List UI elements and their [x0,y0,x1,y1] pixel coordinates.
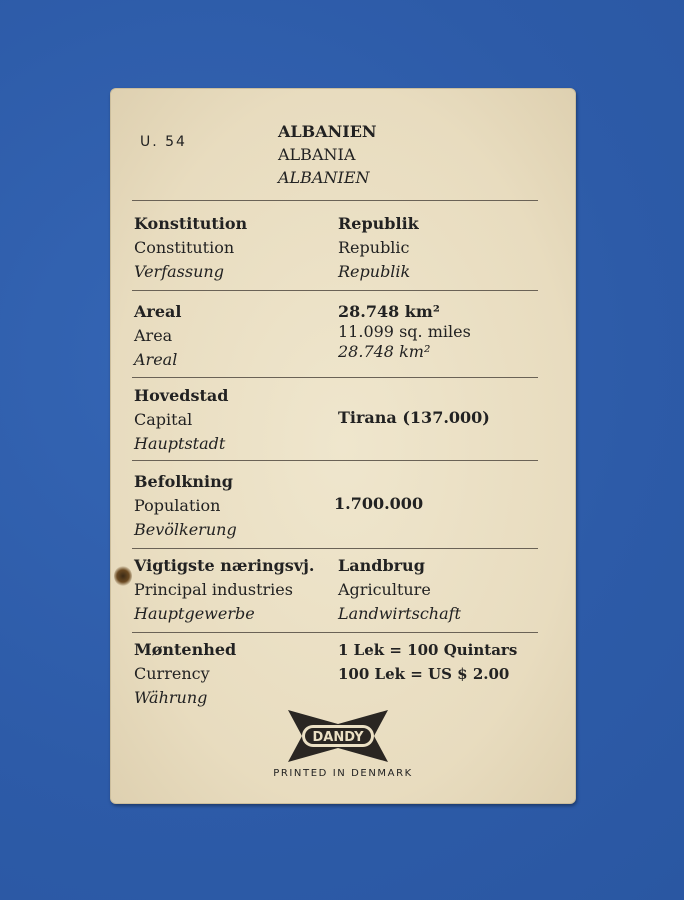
title-german: ALBANIEN [278,168,370,187]
country-title [278,120,377,189]
divider [132,200,538,201]
label-english: Area [134,326,173,345]
currency-value-1: 1 Lek = 100 Quintars [338,641,518,659]
value-danish: Republik [338,214,419,233]
label-english: Constitution [134,238,235,257]
dandy-logo [288,710,388,762]
title-danish: ALBANIEN [278,122,377,141]
logo-text: DANDY [312,730,364,745]
title-english: ALBANIA [278,145,356,164]
capital-value: Tirana (137.000) [338,408,490,427]
label-danish: Areal [134,302,182,321]
divider [132,460,538,461]
currency-value-2: 100 Lek = US $ 2.00 [338,665,510,683]
label-danish: Vigtigste næringsvj. [134,556,315,575]
trading-card [110,88,576,804]
value-english: Agriculture [338,580,431,599]
label-german: Bevölkerung [134,520,237,539]
divider [132,290,538,291]
value-english: Republic [338,238,410,257]
label-danish: Befolkning [134,472,233,491]
label-german: Verfassung [134,262,224,281]
value-danish: Landbrug [338,556,425,575]
value-german: Republik [338,262,411,281]
label-danish: Møntenhed [134,640,237,659]
divider [132,632,538,633]
divider [132,377,538,378]
label-danish: Konstitution [134,214,248,233]
value-german: Landwirtschaft [338,604,461,623]
label-german: Hauptgewerbe [134,604,255,623]
label-english: Population [134,496,221,515]
label-english: Principal industries [134,580,293,599]
value-english: 11.099 sq. miles [338,322,471,341]
value-danish: 28.748 km² [338,302,440,321]
value-german: 28.748 km² [338,342,431,361]
label-english: Currency [134,664,210,683]
divider [132,548,538,549]
label-english: Capital [134,410,193,429]
ink-stain [114,566,132,586]
label-german: Währung [134,688,208,707]
population-value: 1.700.000 [334,494,424,513]
printed-in-denmark: PRINTED IN DENMARK [273,768,413,779]
label-german: Areal [134,350,178,369]
label-danish: Hovedstad [134,386,229,405]
card-code: U. 54 [140,134,187,150]
label-german: Hauptstadt [134,434,226,453]
